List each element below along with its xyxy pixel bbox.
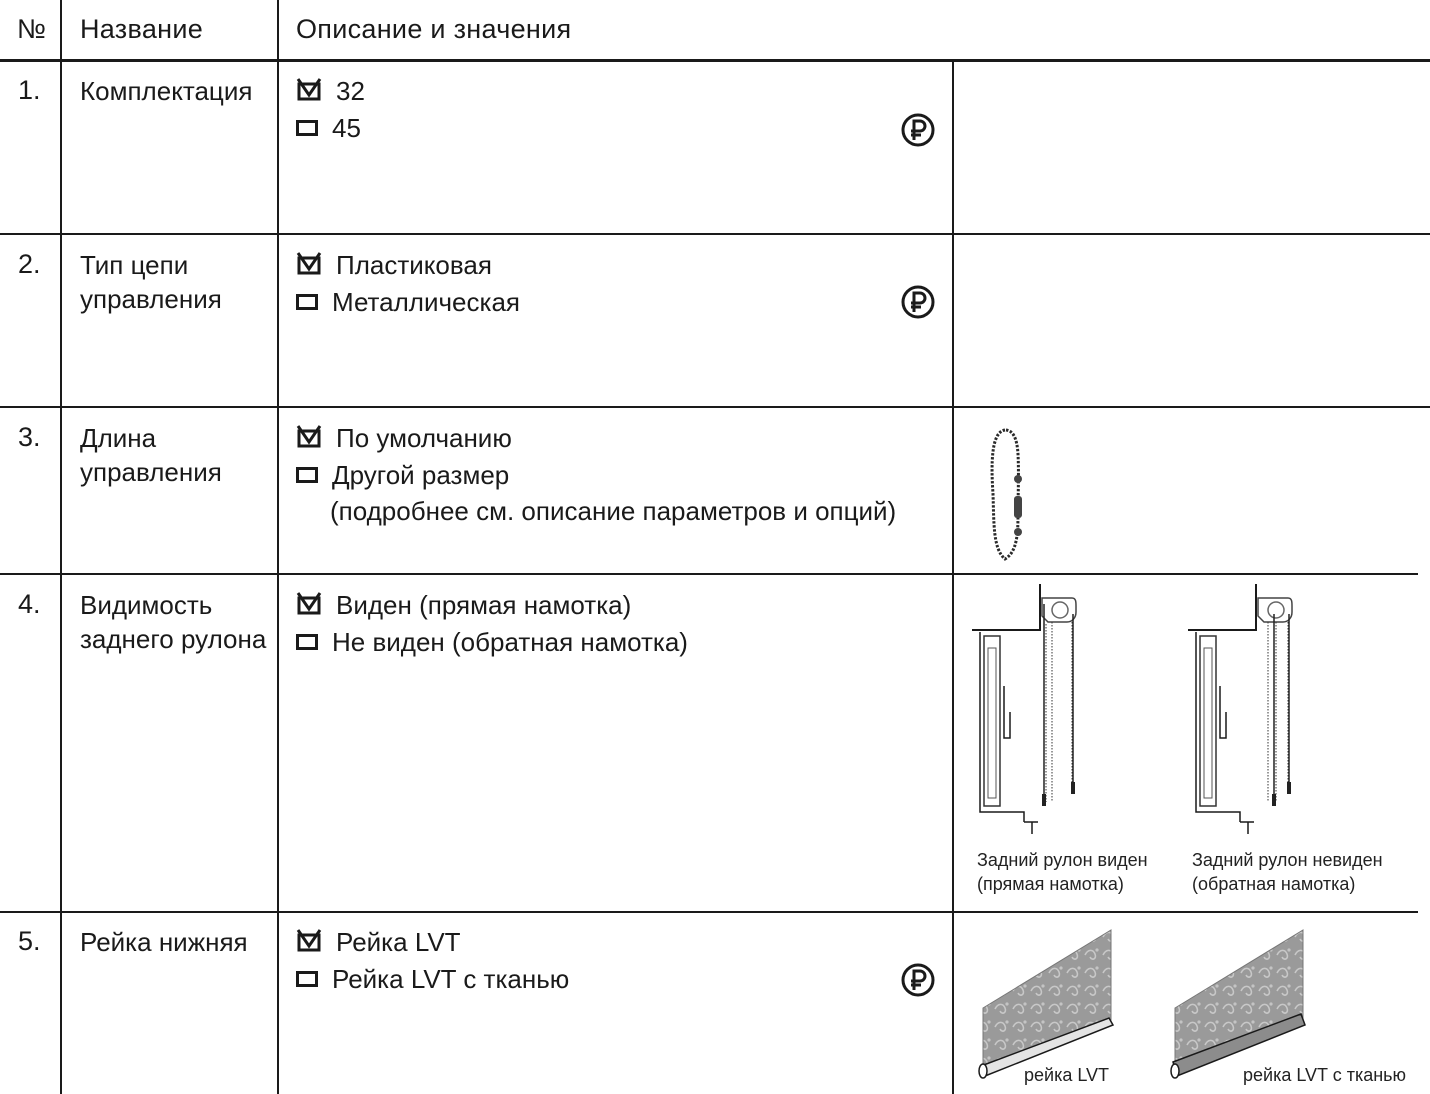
col-divider-2 [277,0,279,1094]
option-label: Рейка LVT с тканью [332,964,570,994]
row-name [80,421,222,489]
row-name: Комплектация [80,76,253,106]
caption-line: Задний рулон невиден [1192,850,1383,870]
diagram-caption-direct [977,848,1148,896]
option-rail-lvt[interactable] [296,925,461,959]
caption-line: (прямая намотка) [977,874,1124,894]
unchecked-box-icon [296,467,318,483]
header-description: Описание и значения [296,14,572,44]
option-plastic[interactable] [296,248,492,282]
option-label: Виден (прямая намотка) [336,590,632,620]
row-name-line: Видимость [80,590,213,620]
checked-box-icon [296,592,322,616]
row-name [80,248,222,316]
ruble-icon [901,285,935,319]
option-45[interactable] [296,111,361,145]
unchecked-box-icon [296,971,318,987]
row-name: Рейка нижняя [80,927,248,957]
row-name-line: Тип цепи [80,250,189,280]
row-number: 1. [18,75,41,105]
row2-bottom-rule [0,406,1430,408]
option-rail-lvt-fabric[interactable] [296,962,569,996]
window-diagram-reverse-roll [1188,584,1298,838]
checked-box-icon [296,929,322,953]
unchecked-box-icon [296,634,318,650]
row1-bottom-rule [0,233,1430,235]
row-number: 3. [18,422,41,452]
row-name [80,588,266,656]
checked-box-icon [296,78,322,102]
row-number: 4. [18,589,41,619]
col-divider-3 [952,62,954,1094]
option-label: Пластиковая [336,250,492,280]
header-name: Название [80,14,204,44]
diagram-caption-reverse [1192,848,1383,896]
row-name-line: управления [80,284,222,314]
option-label: Не виден (обратная намотка) [332,627,688,657]
rail-lvt-illustration [975,928,1115,1088]
chain-loop-illustration [985,424,1035,566]
option-label: 45 [332,113,361,143]
header-bottom-rule [0,59,1430,62]
row-name-line: Длина [80,423,157,453]
option-metal[interactable] [296,285,520,319]
checked-box-icon [296,425,322,449]
option-note: (подробнее см. описание параметров и опций) [330,496,897,526]
checked-box-icon [296,252,322,276]
row-number: 5. [18,926,41,956]
option-32[interactable] [296,74,365,108]
row-number: 2. [18,249,41,279]
option-label: Металлическая [332,287,520,317]
row-name-line: управления [80,457,222,487]
rail-lvt-fabric-illustration [1167,928,1307,1088]
row-name-line: заднего рулона [80,624,267,654]
row3-bottom-rule [0,573,1418,575]
rail-caption-lvt: рейка LVT [1024,1065,1110,1085]
row4-bottom-rule [0,911,1418,913]
option-other-size[interactable] [296,458,509,492]
caption-line: Задний рулон виден [977,850,1148,870]
rail-caption-lvt-fabric: рейка LVT с тканью [1243,1065,1407,1085]
unchecked-box-icon [296,294,318,310]
option-label: Другой размер [332,460,510,490]
option-label: 32 [336,76,365,106]
unchecked-box-icon [296,120,318,136]
option-label: Рейка LVT [336,927,461,957]
ruble-icon [901,113,935,147]
caption-line: (обратная намотка) [1192,874,1356,894]
window-diagram-direct-roll [972,584,1082,838]
option-default-length[interactable] [296,421,512,455]
ruble-icon [901,963,935,997]
header-number: № [17,14,47,44]
option-label: По умолчанию [336,423,512,453]
option-hidden-roll[interactable] [296,625,688,659]
option-visible-roll[interactable] [296,588,631,622]
col-divider-1 [60,0,62,1094]
